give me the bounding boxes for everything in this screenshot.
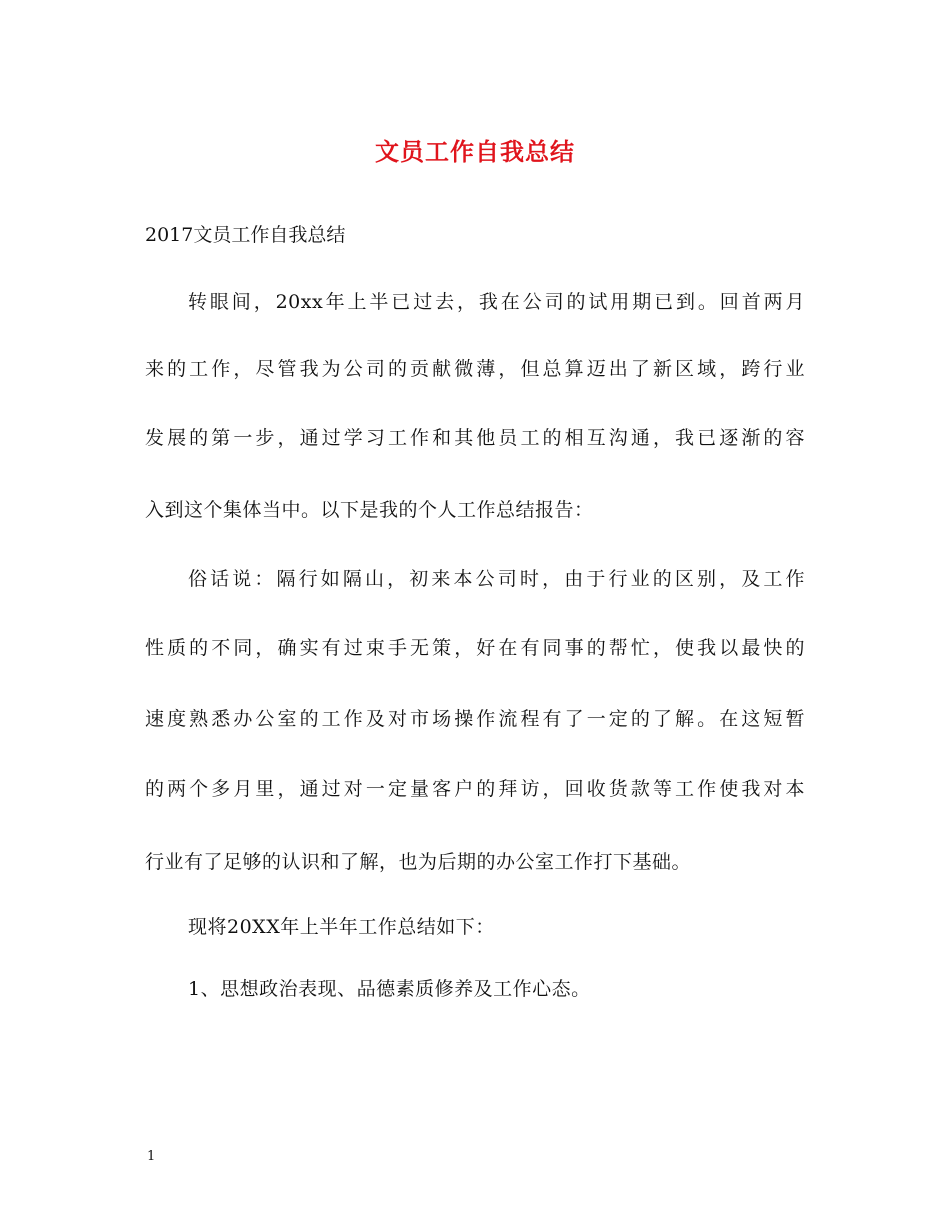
page-number: 1	[147, 1149, 156, 1164]
paragraph-line: 俗话说：隔行如隔山，初来本公司时，由于行业的区别，及工作	[188, 568, 805, 590]
document-subtitle: 2017文员工作自我总结	[145, 224, 346, 246]
document-title: 文员工作自我总结	[375, 137, 575, 166]
paragraph-line: 的两个多月里，通过对一定量客户的拜访，回收货款等工作使我对本	[145, 778, 805, 800]
paragraph-line: 来的工作，尽管我为公司的贡献微薄，但总算迈出了新区域，跨行业	[145, 358, 805, 380]
paragraph-line: 性质的不同，确实有过束手无策，好在有同事的帮忙，使我以最快的	[145, 637, 805, 659]
paragraph-line: 1、思想政治表现、品德素质修养及工作心态。	[188, 978, 591, 1000]
paragraph-line: 现将20XX年上半年工作总结如下：	[188, 916, 495, 938]
paragraph-line: 转眼间，20xx年上半已过去，我在公司的试用期已到。回首两月	[188, 291, 805, 313]
paragraph-line: 行业有了足够的认识和了解，也为后期的办公室工作打下基础。	[145, 851, 692, 873]
paragraph-line: 速度熟悉办公室的工作及对市场操作流程有了一定的了解。在这短暂	[145, 708, 805, 730]
paragraph-line: 发展的第一步，通过学习工作和其他员工的相互沟通，我已逐渐的容	[145, 427, 805, 449]
paragraph-line: 入到这个集体当中。以下是我的个人工作总结报告：	[145, 499, 594, 521]
